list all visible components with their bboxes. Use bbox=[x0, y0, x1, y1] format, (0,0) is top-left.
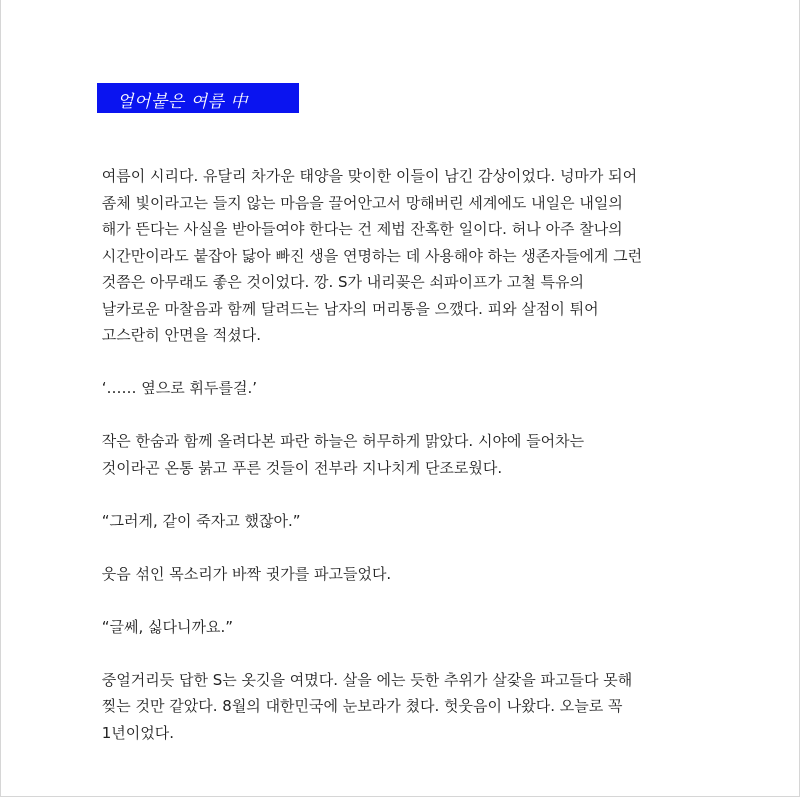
text-line: 웃음 섞인 목소리가 바짝 귓가를 파고들었다. bbox=[97, 564, 392, 583]
paragraph-spacer bbox=[97, 640, 717, 667]
text-line: ‘…… 옆으로 휘두를걸.’ bbox=[97, 379, 258, 397]
text-line: 시간만이라도 붙잡아 닳아 빠진 생을 연명하는 데 사용해야 하는 생존자들에게 그런 bbox=[97, 246, 643, 265]
paragraph-spacer bbox=[97, 587, 717, 614]
text-line: 고스란히 안면을 적셨다. bbox=[97, 326, 261, 344]
document-body bbox=[97, 163, 717, 746]
text-line: 여름이 시리다. 유달리 차가운 태양을 맞이한 이들이 남긴 감상이었다. 넝마가 되어 bbox=[97, 167, 638, 185]
text-line: “그러게, 같이 죽자고 했잖아.” bbox=[97, 511, 301, 530]
text-line: 중얼거리듯 답한 S는 옷깃을 여몄다. 살을 에는 듯한 추위가 살갗을 파고들다 못해 bbox=[97, 670, 633, 689]
paragraph-spacer bbox=[97, 349, 717, 376]
text-line: 찢는 것만 같았다. 8월의 대한민국에 눈보라가 쳤다. 헛웃음이 나왔다. 오늘로 꼭 bbox=[97, 697, 623, 715]
text-line: 것이라곤 온통 붉고 푸른 것들이 전부라 지나치게 단조로웠다. bbox=[97, 458, 503, 477]
title-banner bbox=[97, 83, 299, 113]
text-line: 좀체 빛이라고는 들지 않는 마음을 끌어안고서 망해버린 세계에도 내일은 내일의 bbox=[97, 193, 623, 212]
text-line: 작은 한숨과 함께 올려다본 파란 하늘은 허무하게 맑았다. 시야에 들어차는 bbox=[97, 432, 585, 450]
paragraph-spacer bbox=[97, 402, 717, 429]
paragraph bbox=[97, 667, 717, 747]
text-line: 날카로운 마찰음과 함께 달려드는 남자의 머리통을 으깼다. 피와 살점이 튀어 bbox=[97, 299, 599, 318]
paragraph-spacer bbox=[97, 534, 717, 561]
paragraph bbox=[97, 163, 717, 349]
paragraph-spacer bbox=[97, 481, 717, 508]
paragraph bbox=[97, 428, 717, 481]
paragraph bbox=[97, 614, 717, 641]
paragraph bbox=[97, 561, 717, 588]
paragraph bbox=[97, 375, 717, 402]
paragraph bbox=[97, 508, 717, 535]
text-line: 해가 뜬다는 사실을 받아들여야 한다는 건 제법 잔혹한 일이다. 허나 아주 찰나의 bbox=[97, 220, 623, 238]
text-line: 것쯤은 아무래도 좋은 것이었다. 깡. S가 내리꽂은 쇠파이프가 고철 특유의 bbox=[97, 273, 584, 291]
text-line: 1년이었다. bbox=[97, 723, 175, 742]
document-title: 얼어붙은 여름 中 bbox=[117, 92, 248, 112]
text-line: “글쎄, 싫다니까요.” bbox=[97, 617, 234, 636]
